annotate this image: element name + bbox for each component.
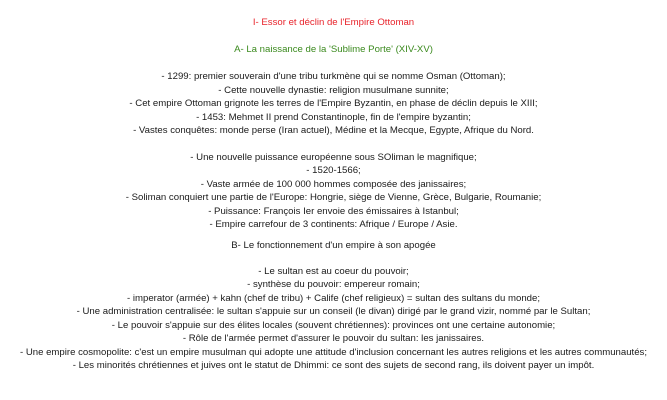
section-b-line: - Les minorités chrétiennes et juives ont le statut de Dhimmi: ce sont des sujets de second rang, ils doivent payer un impôt. [72, 360, 595, 371]
section-b-line: - Le pouvoir s'appuie sur des élites locales (souvent chrétiennes): provinces ont une certaine autonomie; [111, 320, 556, 331]
section-b-line: - synthèse du pouvoir: empereur romain; [247, 279, 420, 290]
section-a-line: - Cet empire Ottoman grignote les terres de l'Empire Byzantin, en phase de déclin depuis le XIII; [129, 98, 538, 109]
section-a-line: - Une nouvelle puissance européenne sous SOliman le magnifique; [190, 152, 477, 163]
section-b-line: - imperator (armée) + kahn (chef de tribu) + Calife (chef religieux) = sultan des sultans du monde; [127, 293, 540, 304]
page-title: I- Essor et déclin de l'Empire Ottoman [252, 17, 415, 28]
section-b-line: - Le sultan est au coeur du pouvoir; [258, 266, 409, 277]
section-a-line: - Vaste armée de 100 000 hommes composée des janissaires; [200, 179, 467, 190]
section-a-heading: A- La naissance de la 'Sublime Porte' (XIV-XV) [234, 44, 433, 55]
section-a-line: - 1520-1566; [306, 165, 361, 176]
section-b-line: - Une empire cosmopolite: c'est un empire musulman qui adopte une attitude d'inclusion concernant les autres religions et les autres communautés; [19, 347, 648, 358]
section-a-line: - 1453: Mehmet II prend Constantinople, fin de l'empire byzantin; [196, 112, 471, 123]
section-a-line: - 1299: premier souverain d'une tribu turkmène qui se nomme Osman (Ottoman); [161, 71, 506, 82]
section-a-line: - Vastes conquêtes: monde perse (Iran actuel), Médine et la Mecque, Egypte, Afrique du Nord. [133, 125, 534, 136]
section-a-line: - Cette nouvelle dynastie: religion musulmane sunnite; [218, 85, 449, 96]
section-b-line: - Une administration centralisée: le sultan s'appuie sur un conseil (le divan) dirigé par le grand vizir, nommé par le Sultan; [76, 306, 591, 317]
section-b-line: - Rôle de l'armée permet d'assurer le pouvoir du sultan: les janissaires. [182, 333, 485, 344]
section-b-heading: B- Le fonctionnement d'un empire à son apogée [231, 240, 436, 251]
section-a-line: - Soliman conquiert une partie de l'Europe: Hongrie, siège de Vienne, Grèce, Bulgarie, Roumanie; [125, 192, 542, 203]
section-a-line: - Empire carrefour de 3 continents: Afrique / Europe / Asie. [209, 219, 458, 230]
section-a-line: - Puissance: François Ier envoie des émissaires à Istanbul; [208, 206, 459, 217]
